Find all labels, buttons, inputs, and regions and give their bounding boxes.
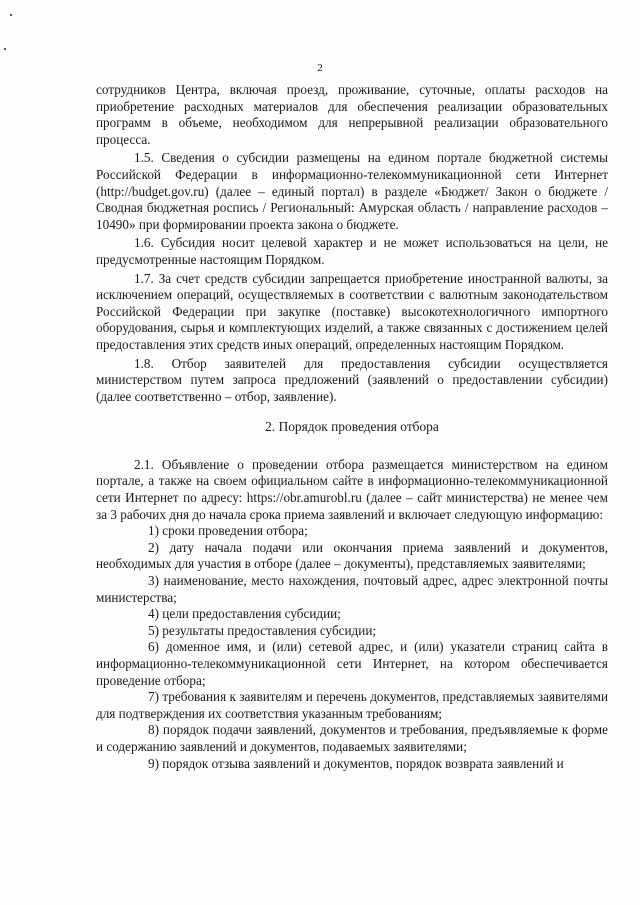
list-item: 3) наименование, место нахождения, почтовый адрес, адрес электронной почты министерства; <box>96 573 608 605</box>
paragraph-1-7: 1.7. За счет средств субсидии запрещается приобретение иностранной валюты, за исключением операций, осуществляемых в соответствии с валютным законодательством Российской Федерации при закупке (поставке) высокотехнологичного импортного оборудования, сырья и комплектующих изделий, а также связанных с достижением целей предоставления этих средств иных операций, определенных настоящим Порядком. <box>96 270 608 352</box>
scan-speck <box>4 48 6 50</box>
paragraph-1-5: 1.5. Сведения о субсидии размещены на едином портале бюджетной системы Российской Федерации в информационно-телекоммуникационной сети Интернет (http://budget.gov.ru) (далее – единый портал) в разделе «Бюджет/ Закон о бюджете / Сводная бюджетная роспись / Региональный: Амурская область / направление расходов – 10490» при формировании проекта закона о бюджете. <box>96 150 608 232</box>
paragraph-continuation: сотрудников Центра, включая проезд, проживание, суточные, оплаты расходов на приобретение расходных материалов для обеспечения реализации образовательных программ в объеме, необходимом для непрерывной реализации образовательного процесса. <box>96 82 608 147</box>
list-item: 8) порядок подачи заявлений, документов и требования, предъявляемые к форме и содержанию заявлений и документов, подаваемых заявителями; <box>96 722 608 754</box>
page-number: 2 <box>317 62 323 74</box>
list-item: 7) требования к заявителям и перечень документов, представляемых заявителями для подтверждения их соответствия указанным требованиям; <box>96 689 608 721</box>
section-heading: 2. Порядок проведения отбора <box>265 419 439 435</box>
list-item: 9) порядок отзыва заявлений и документов, порядок возврата заявлений и <box>148 755 564 771</box>
list-item: 4) цели предоставления субсидии; <box>148 606 341 622</box>
list-item: 6) доменное имя, и (или) сетевой адрес, и (или) указатели страниц сайта в информационно-телекоммуникационной сети Интернет, на котором обеспечивается проведение отбора; <box>96 639 608 688</box>
paragraph-1-6: 1.6. Субсидия носит целевой характер и не может использоваться на цели, не предусмотренные настоящим Порядком. <box>96 235 608 267</box>
document-body <box>96 82 608 772</box>
scan-speck <box>10 14 12 16</box>
list-item: 2) дату начала подачи или окончания приема заявлений и документов, необходимых для участия в отборе (далее – документы), представляемых заявителями; <box>96 539 608 572</box>
paragraph-1-8: 1.8. Отбор заявителей для предоставления субсидии осуществляется министерством путем запроса предложений (заявлений о предоставлении субсидии) (далее соответственно – отбор, заявление). <box>96 355 608 404</box>
paragraph-2-1: 2.1. Объявление о проведении отбора размещается министерством на едином портале, а также на своем официальном сайте в информационно-телекоммуникационной сети Интернет по адресу: https://obr.amurobl.ru (далее – сайт министерства) не менее чем за 3 рабочих дня до начала срока приема заявлений и включает следующую информацию: <box>96 456 608 522</box>
list-item: 5) результаты предоставления субсидии; <box>148 622 377 638</box>
list-item: 1) сроки проведения отбора; <box>148 523 308 539</box>
